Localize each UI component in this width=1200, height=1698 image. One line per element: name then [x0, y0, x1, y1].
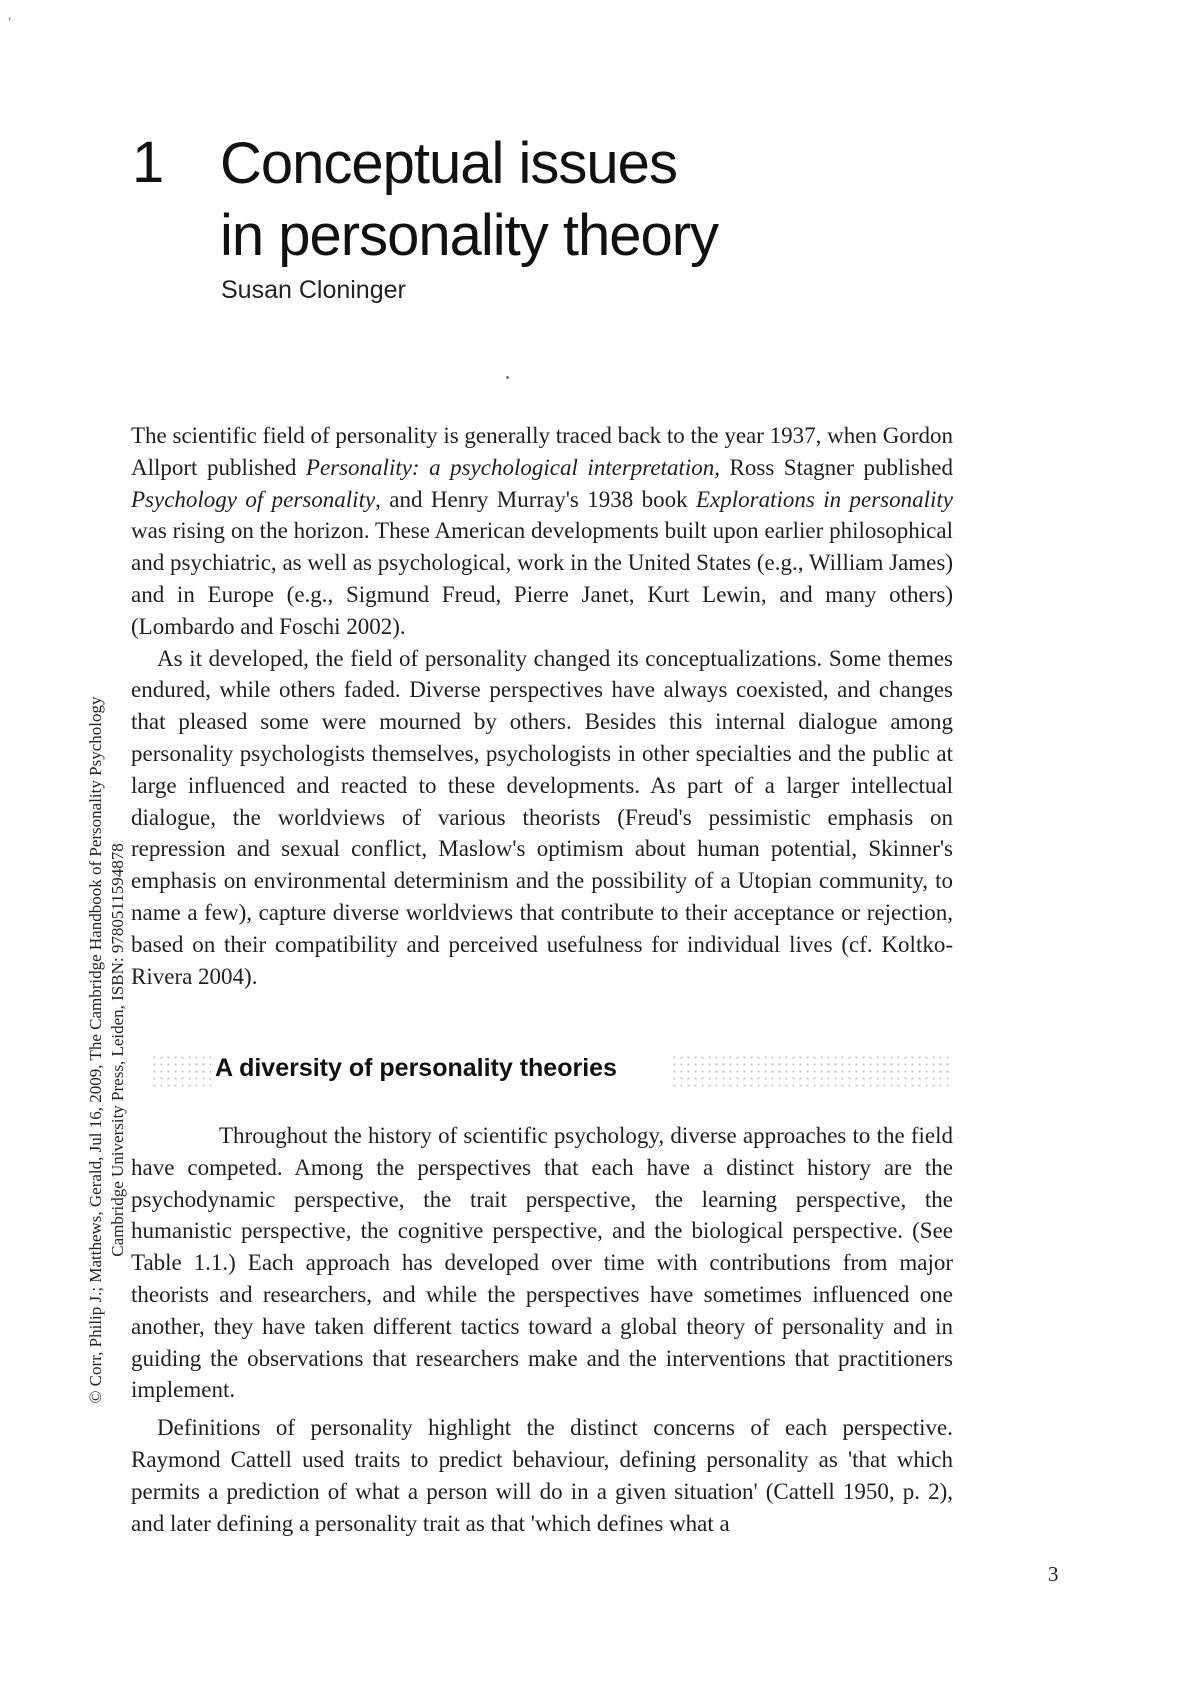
copyright-side-note — [85, 630, 129, 1470]
intro-body — [131, 420, 953, 992]
section-body — [131, 1120, 953, 1539]
book-title-italic: Personality: a psychological interpretation — [305, 454, 715, 480]
chapter-title-line-2: in personality theory — [220, 203, 719, 268]
chapter-title-line-1: Conceptual issues — [220, 131, 677, 196]
text-segment: , and Henry Murray's 1938 book — [375, 486, 696, 512]
copyright-line-2: Cambridge University Press, Leiden, ISBN: 9780511594878 — [108, 843, 127, 1257]
speck-dot — [506, 376, 509, 379]
halftone-dots-right — [671, 1054, 953, 1090]
section-paragraph-2: Definitions of personality highlight the distinct concerns of each perspective. Raymond Cattell used traits to predict behaviour, defining personality as 'that which permits a prediction of what a person will do in a given situation' (Cattell 1950, p. 2), and later defining a personality trait as that 'which defines what a — [131, 1415, 953, 1536]
section-heading-band — [131, 1048, 953, 1094]
section-paragraph-1: Throughout the history of scientific psychology, diverse approaches to the field have competed. Among the perspectives that each have a distinct history are the psychodynamic perspective, the trait perspective, the learning perspective, the humanistic perspective, the cognitive perspective, and the biological perspective. (See Table 1.1.) Each approach has developed over time with contributions from major theorists and researchers, and while the perspectives have sometimes influenced one another, they have taken different tactics toward a global theory of personality and in guiding the observations that researchers make and the interventions that practitioners implement. — [131, 1123, 953, 1403]
text-segment: As it developed, the field of personality changed its conceptualizations. Some themes endured, while others faded. Diverse perspectives have always coexisted, and changes that pleased some were mourned by others. Besides this internal dialogue among personality psychologists themselves, psychologists in other specialties and the public at large influenced and reacted to these developments. As part of a larger intellectual dialogue, the worldviews of various theorists (Freud's pessimistic emphasis on repression and sexual conflict, Maslow's optimism about human potential, Skinner's emphasis on environmental determinism and the possibility of a Utopian community, to name a few), capture diverse worldviews that contribute to their acceptance or rejection, based on their compatibility and perceived usefulness for individual lives (cf. Koltko-Rivera 2004). — [131, 645, 953, 989]
book-title-italic: Psychology of personality — [131, 486, 376, 512]
section-heading: A diversity of personality theories — [215, 1054, 617, 1082]
halftone-dots-left — [151, 1054, 211, 1090]
copyright-line-1: © Corr, Philip J.; Matthews, Gerald, Jul 16, 2009, The Cambridge Handbook of Personality Psychology — [86, 696, 105, 1404]
text-segment: was rising on the horizon. These American developments built upon earlier philosophical and psychiatric, as well as psychological, work in the United States (e.g., William James) and in Europe (e.g., Sigmund Freud, Pierre Janet, Kurt Lewin, and many others) (Lombardo and Foschi 2002). — [131, 518, 953, 639]
intro-paragraph-1 — [131, 420, 953, 643]
page-corner-mark: , — [8, 8, 12, 22]
chapter-title — [220, 128, 920, 272]
text-segment: , Ross Stagner published — [714, 454, 953, 480]
page-number: 3 — [1048, 1562, 1059, 1586]
intro-paragraph-2 — [131, 643, 953, 993]
chapter-number: 1 — [132, 130, 165, 195]
text-segment: The scientific field of personality is generally traced back to the year 1937, when Gordon Allport published — [131, 423, 953, 480]
author-name: Susan Cloninger — [221, 276, 406, 304]
book-title-italic: Explorations in personality — [696, 486, 953, 512]
